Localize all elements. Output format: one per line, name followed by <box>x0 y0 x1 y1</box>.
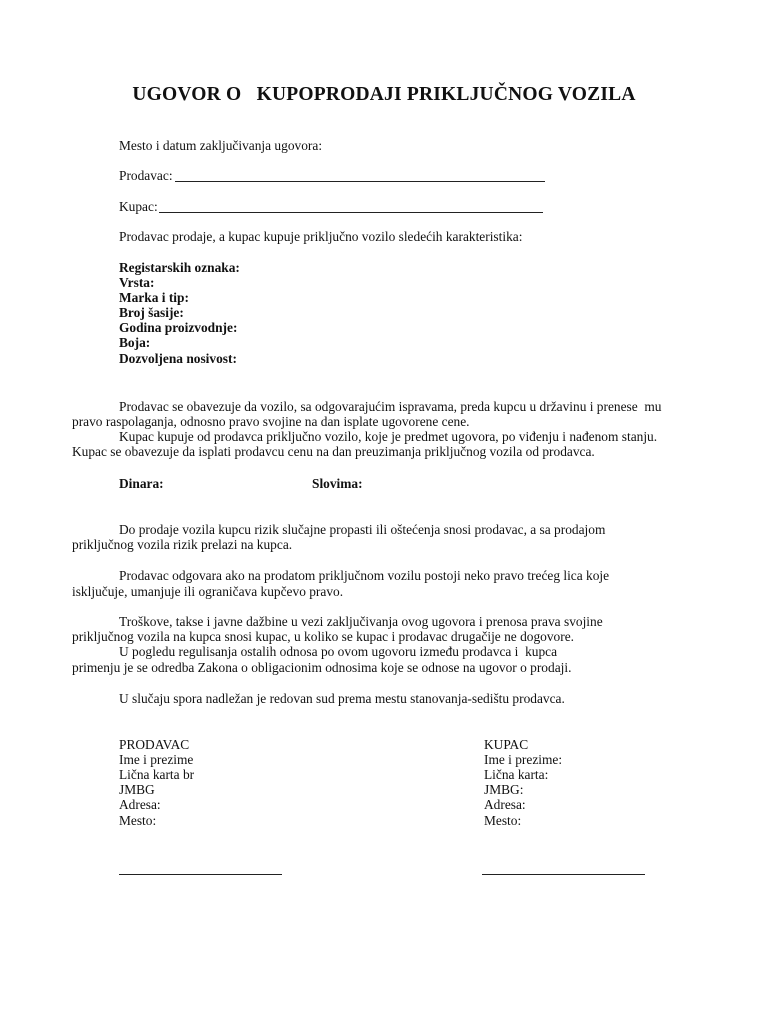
char-color: Boja: <box>119 335 151 350</box>
seller-name-label: Ime i prezime <box>119 752 194 767</box>
buyer-heading: KUPAC <box>484 737 529 752</box>
buyer-signature-line <box>482 874 645 875</box>
price-dinara-label: Dinara: <box>119 476 164 491</box>
document-title: UGOVOR O KUPOPRODAJI PRIKLJUČNOG VOZILA <box>132 84 636 105</box>
seller-label: Prodavac: <box>119 168 173 183</box>
obligation-line-4: Kupac se obavezuje da isplati prodavcu cenu na dan preuzimanja priključnog vozila od prodavca. <box>72 444 595 459</box>
costs-line-1: Troškove, takse i javne dažbine u vezi zaključivanja ovog ugovora i prenosa prava svojine <box>119 614 603 629</box>
risk-line-2: priključnog vozila rizik prelazi na kupca. <box>72 537 293 552</box>
seller-fill-line <box>175 181 545 182</box>
risk-line-1: Do prodaje vozila kupcu rizik slučajne propasti ili oštećenja snosi prodavac, a sa prodajom <box>119 522 606 537</box>
obligation-line-3: Kupac kupuje od prodavca priključno vozilo, koje je predmet ugovora, po viđenju i nađenom stanju. <box>119 429 658 444</box>
buyer-jmbg-label: JMBG: <box>484 782 524 797</box>
place-date-label: Mesto i datum zaključivanja ugovora: <box>119 138 323 153</box>
char-year: Godina proizvodnje: <box>119 320 238 335</box>
seller-id-card-label: Lična karta br <box>119 767 195 782</box>
sale-statement: Prodavac prodaje, a kupac kupuje priključno vozilo sledećih karakteristika: <box>119 229 523 244</box>
char-registration: Registarskih oznaka: <box>119 260 240 275</box>
liability-line-2: isključuje, umanjuje ili ograničava kupčevo pravo. <box>72 584 344 599</box>
costs-line-4: primenju je se odredba Zakona o obligacionim odnosima koje se odnose na ugovor o prodaji. <box>72 660 572 675</box>
liability-line-1: Prodavac odgovara ako na prodatom priključnom vozilu postoji neko pravo trećeg lica koje <box>119 568 610 583</box>
costs-line-2: priključnog vozila na kupca snosi kupac, u koliko se kupac i prodavac drugačije ne dogovore. <box>72 629 574 644</box>
buyer-place-label: Mesto: <box>484 813 522 828</box>
char-type: Vrsta: <box>119 275 155 290</box>
seller-place-label: Mesto: <box>119 813 157 828</box>
obligation-line-1: Prodavac se obavezuje da vozilo, sa odgovarajućim ispravama, preda kupcu u državinu i prenese mu <box>119 399 662 414</box>
char-chassis: Broj šasije: <box>119 305 184 320</box>
buyer-label: Kupac: <box>119 199 158 214</box>
price-words-label: Slovima: <box>312 476 363 491</box>
obligation-line-2: pravo raspolaganja, odnosno pravo svojine na dan isplate ugovorene cene. <box>72 414 470 429</box>
seller-signature-line <box>119 874 282 875</box>
dispute-clause: U slučaju spora nadležan je redovan sud prema mestu stanovanja-sedištu prodavca. <box>119 691 565 706</box>
char-make-model: Marka i tip: <box>119 290 189 305</box>
buyer-address-label: Adresa: <box>484 797 526 812</box>
seller-jmbg-label: JMBG <box>119 782 155 797</box>
seller-heading: PRODAVAC <box>119 737 190 752</box>
buyer-id-card-label: Lična karta: <box>484 767 549 782</box>
seller-address-label: Adresa: <box>119 797 161 812</box>
buyer-name-label: Ime i prezime: <box>484 752 563 767</box>
char-capacity: Dozvoljena nosivost: <box>119 351 237 366</box>
buyer-fill-line <box>159 212 543 213</box>
costs-line-3: U pogledu regulisanja ostalih odnosa po ovom ugovoru između prodavca i kupca <box>119 644 558 659</box>
